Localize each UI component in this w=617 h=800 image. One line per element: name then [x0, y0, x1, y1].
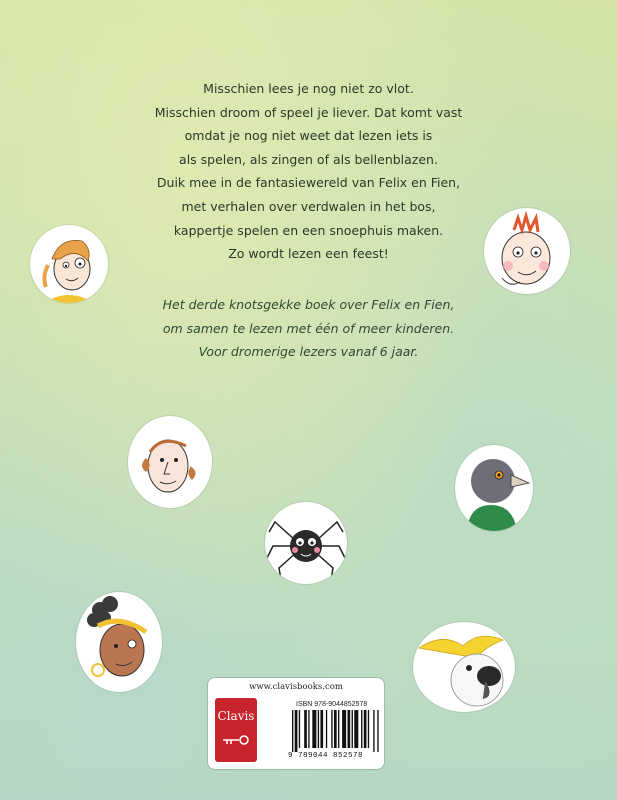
barcode-stripe: [308, 710, 309, 748]
barcode-stripe: [312, 710, 316, 748]
blurb-line: Duik mee in de fantasiewereld van Felix en Fien,: [156, 175, 461, 191]
cockatoo-medallion: [413, 622, 515, 712]
pigeon-medallion: [455, 445, 533, 531]
blurb-line: Misschien droom of speel je liever. Dat komt vast: [154, 104, 463, 120]
barcode-stripe: [352, 710, 353, 748]
barcode-stripe: [299, 710, 300, 748]
barcode-stripe: [295, 710, 298, 752]
tagline-line: Het derde knotsgekke boek over Felix en Fien,: [162, 297, 455, 312]
barcode-stripe: [354, 710, 358, 748]
woman-medallion: [128, 416, 212, 508]
barcode-stripe: [320, 710, 323, 748]
blurb-line: kappertje spelen en een snoephuis maken.: [173, 222, 444, 238]
barcode-stripe: [326, 710, 327, 748]
tagline-line: om samen te lezen met één of meer kinderen.: [162, 320, 455, 336]
isbn-label: ISBN 978-9044852578: [296, 701, 368, 708]
boy-face-icon: [484, 208, 570, 294]
barcode-stripe: [292, 710, 293, 752]
publisher-logo: [215, 698, 257, 762]
spider-medallion: [265, 502, 347, 584]
barcode-bars: [292, 710, 380, 752]
blurb-line: Misschien lees je nog niet zo vlot.: [203, 81, 414, 96]
ean-number: 9 789044 852578: [288, 752, 364, 760]
spider-icon: [265, 502, 347, 584]
publisher-name: Clavis: [217, 709, 255, 723]
barcode-box: [208, 678, 384, 769]
barcode-stripe: [342, 710, 346, 748]
barcode-stripe: [364, 710, 367, 748]
girl-fien-medallion: [30, 225, 108, 303]
barcode-stripe: [304, 710, 307, 748]
pigeon-icon: [455, 445, 533, 531]
barcode-stripe: [331, 710, 332, 748]
blurb-line: als spelen, als zingen of als bellenblazen.: [179, 151, 438, 167]
girl-face-icon: [30, 225, 108, 303]
boy-felix-medallion: [484, 208, 570, 294]
barcode-stripe: [373, 710, 374, 752]
barcode-stripe: [368, 710, 369, 748]
tagline-text: [0, 293, 617, 364]
girl-curly-medallion: [76, 592, 162, 692]
barcode-stripe: [361, 710, 362, 748]
barcode-stripe: [334, 710, 337, 748]
blurb-line: met verhalen over verdwalen in het bos,: [181, 198, 436, 214]
barcode-stripe: [338, 710, 339, 748]
key-icon: [221, 733, 251, 747]
tagline-line: Voor dromerige lezers vanaf 6 jaar.: [198, 344, 419, 360]
barcode-stripe: [377, 710, 378, 752]
publisher-url[interactable]: www.clavisbooks.com: [249, 682, 343, 692]
barcode-stripe: [348, 710, 351, 748]
girl-curly-face-icon: [76, 592, 162, 692]
cockatoo-icon: [413, 622, 515, 712]
woman-face-icon: [128, 416, 212, 508]
barcode-stripe: [318, 710, 319, 748]
blurb-line: Zo wordt lezen een feest!: [228, 246, 389, 262]
blurb-line: omdat je nog niet weet dat lezen iets is: [184, 128, 433, 144]
